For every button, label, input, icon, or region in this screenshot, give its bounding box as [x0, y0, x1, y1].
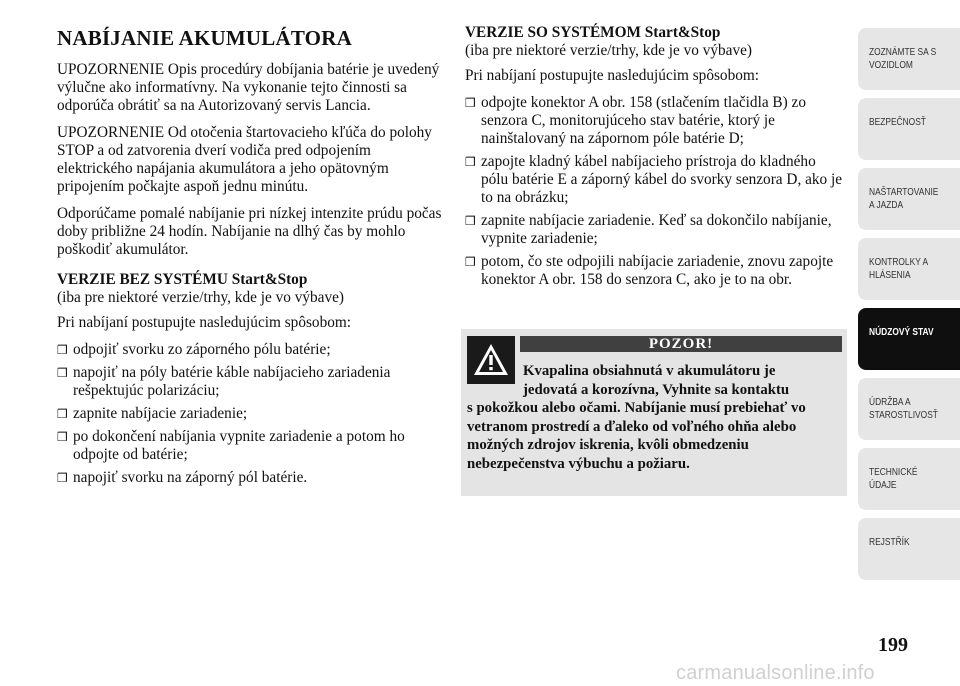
watermark: carmanualsonline.info — [676, 662, 875, 684]
list-item: ❒ odpojiť svorku zo záporného pólu batérie; — [57, 341, 442, 359]
right-column — [465, 24, 845, 294]
warning-header: POZOR! — [520, 336, 842, 352]
chapter-sidebar — [858, 28, 960, 588]
tab-vehicle-intro[interactable]: ZOZNÁMTE SA S VOZIDLOM — [858, 28, 960, 90]
tab-safety[interactable]: BEZPEČNOSŤ — [858, 98, 960, 160]
list-item: ❒ potom, čo ste odpojili nabíjacie zariadenie, znovu zapojte konektor A obr. 158 do senzora C, ako je to na obr. — [465, 253, 845, 289]
list-item: ❒ zapojte kladný kábel nabíjacieho prístroja do kladného pólu batérie E a záporný kábel do svorky senzora D, ako je to na obrázku; — [465, 153, 845, 207]
tab-maintenance[interactable]: ÚDRŽBA A STAROSTLIVOSŤ — [858, 378, 960, 440]
intro-text: Pri nabíjaní postupujte nasledujúcim spôsobom: — [465, 67, 760, 84]
tab-starting-driving[interactable]: NAŠTARTOVANIE A JAZDA — [858, 168, 960, 230]
list-item: ❒ zapnite nabíjacie zariadenie. Keď sa dokončilo nabíjanie, vypnite zariadenie; — [465, 212, 845, 248]
steps-list-right — [465, 94, 845, 289]
section-title-without-start-stop: VERZIE BEZ SYSTÉMU Start&Stop — [57, 271, 308, 288]
warning-rest: s pokožkou alebo očami. Nabíjanie musí prebiehať vo vetranom prostredí a ďaleko od voľného ohňa alebo možných zdrojov iskrenia, kvôli obmedzeniu nebezpečenstva výbuchu a požiaru. — [467, 400, 806, 472]
section-note: (iba pre niektoré verzie/trhy, kde je vo výbave) — [465, 42, 752, 59]
note-paragraph-2: UPOZORNENIE Od otočenia štartovacieho kľúča do polohy STOP a od zatvorenia dverí vodiča pred odpojením elektrického napájania akumulátora a jeho opätovným pripojením počkajte aspoň jednu minútu. — [57, 124, 432, 195]
list-item: ❒ po dokončení nabíjania vypnite zariadenie a potom ho odpojte od batérie; — [57, 428, 442, 464]
tab-index[interactable]: REJSTŘÍK — [858, 518, 960, 580]
list-item: ❒ napojiť svorku na záporný pól batérie. — [57, 469, 442, 487]
list-item: ❒ odpojte konektor A obr. 158 (stlačením tlačidla B) zo senzora C, monitorujúceho stav batérie, ktorý je nainštalovaný na zápornom póle batérie D; — [465, 94, 845, 148]
note-paragraph-1: UPOZORNENIE Opis procedúry dobíjania batérie je uvedený výlučne ako informatívny. Na vykonanie tejto činnosti sa odporúča obrátiť sa na Autorizovaný servis Lancia. — [57, 61, 440, 114]
warning-line-1: Kvapalina obsiahnutá v akumulátoru je — [523, 363, 776, 379]
steps-list-left — [57, 341, 442, 487]
tab-technical-data[interactable]: TECHNICKÉ ÚDAJE — [858, 448, 960, 510]
tab-emergency[interactable]: NÚDZOVÝ STAV — [858, 308, 960, 370]
intro-text: Pri nabíjaní postupujte nasledujúcim spôsobom: — [57, 314, 352, 331]
list-item: ❒ zapnite nabíjacie zariadenie; — [57, 405, 442, 423]
list-item: ❒ napojiť na póly batérie káble nabíjacieho zariadenia rešpektujúc polarizáciu; — [57, 364, 442, 400]
left-column — [57, 26, 442, 492]
page-title: NABÍJANIE AKUMULÁTORA — [57, 26, 352, 50]
warning-line-2: jedovatá a korozívna, Vyhnite sa kontaktu — [523, 381, 790, 398]
section-note: (iba pre niektoré verzie/trhy, kde je vo výbave) — [57, 289, 344, 306]
warning-text — [467, 362, 837, 473]
recommendation-paragraph: Odporúčame pomalé nabíjanie pri nízkej intenzite prúdu počas doby približne 24 hodín. Nabíjanie na dlhý čas by mohlo poškodiť akumulátor. — [57, 205, 442, 258]
section-title-with-start-stop: VERZIE SO SYSTÉMOM Start&Stop — [465, 24, 721, 41]
page-number: 199 — [878, 634, 908, 656]
tab-warning-lights[interactable]: KONTROLKY A HLÁSENIA — [858, 238, 960, 300]
